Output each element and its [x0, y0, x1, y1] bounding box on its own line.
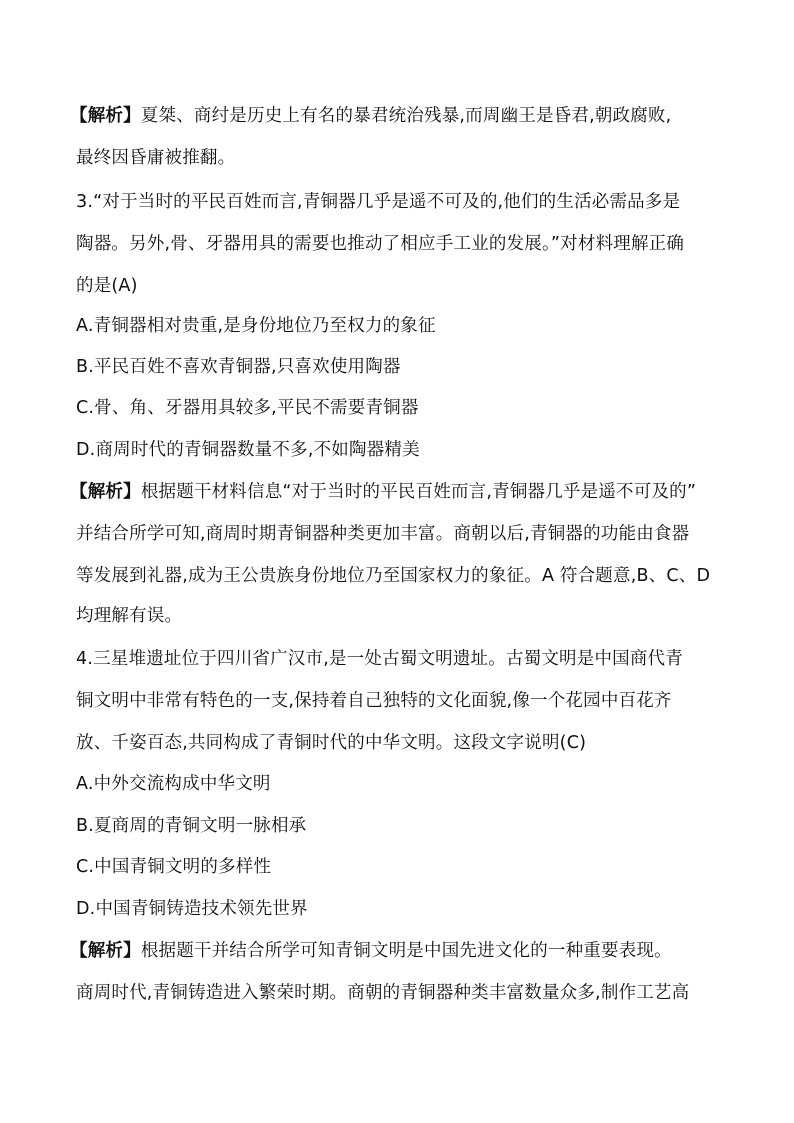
- analysis-line: 最终因昏庸被推翻。: [76, 148, 236, 168]
- question-3-stem: 陶器。另外,骨、牙器用具的需要也推动了相应手工业的发展。”对材料理解正确: [76, 234, 685, 254]
- question-3-option-a: A.青铜器相对贵重,是身份地位乃至权力的象征: [76, 316, 436, 336]
- question-3-stem: 的是(A): [76, 276, 138, 296]
- question-3-option-c: C.骨、角、牙器用具较多,平民不需要青铜器: [76, 398, 419, 418]
- analysis-line: 并结合所学可知,商周时期青铜器种类更加丰富。商朝以后,青铜器的功能由食器: [76, 524, 690, 544]
- question-4-option-d: D.中国青铜铸造技术领先世界: [76, 899, 308, 919]
- analysis-label: 【解析】: [70, 941, 141, 961]
- analysis-line: [70, 939, 672, 963]
- analysis-label: 【解析】: [70, 106, 141, 126]
- question-4-option-a: A.中外交流构成中华文明: [76, 774, 271, 794]
- question-3-option-b: B.平民百姓不喜欢青铜器,只喜欢使用陶器: [76, 357, 401, 377]
- analysis-line: 商周时代,青铜铸造进入繁荣时期。商朝的青铜器种类丰富数量众多,制作工艺高: [76, 983, 690, 1003]
- question-3-option-d: D.商周时代的青铜器数量不多,不如陶器精美: [76, 440, 420, 460]
- question-4-stem: 放、千姿百态,共同构成了青铜时代的中华文明。这段文字说明(C): [76, 733, 587, 753]
- question-4-stem: 铜文明中非常有特色的一支,保持着自己独特的文化面貌,像一个花园中百花齐: [76, 691, 672, 711]
- analysis-line: [70, 480, 696, 504]
- analysis-line: 等发展到礼器,成为王公贵族身份地位乃至国家权力的象征。A 符合题意,B、C、D: [76, 566, 711, 586]
- question-4-option-b: B.夏商周的青铜文明一脉相承: [76, 816, 307, 836]
- question-3-stem: 3.“对于当时的平民百姓而言,青铜器几乎是遥不可及的,他们的生活必需品多是: [76, 192, 681, 212]
- question-4-option-c: C.中国青铜文明的多样性: [76, 857, 272, 877]
- question-4-stem: 4.三星堆遗址位于四川省广汉市,是一处古蜀文明遗址。古蜀文明是中国商代青: [76, 649, 683, 669]
- analysis-text: 夏桀、商纣是历史上有名的暴君统治残暴,而周幽王是昏君,朝政腐败,: [140, 106, 672, 126]
- analysis-label: 【解析】: [70, 482, 141, 502]
- analysis-line: [70, 104, 671, 128]
- analysis-line: 均理解有误。: [76, 606, 183, 626]
- analysis-text: 根据题干并结合所学可知青铜文明是中国先进文化的一种重要表现。: [140, 941, 672, 961]
- analysis-text: 根据题干材料信息“对于当时的平民百姓而言,青铜器几乎是遥不可及的”: [140, 482, 697, 502]
